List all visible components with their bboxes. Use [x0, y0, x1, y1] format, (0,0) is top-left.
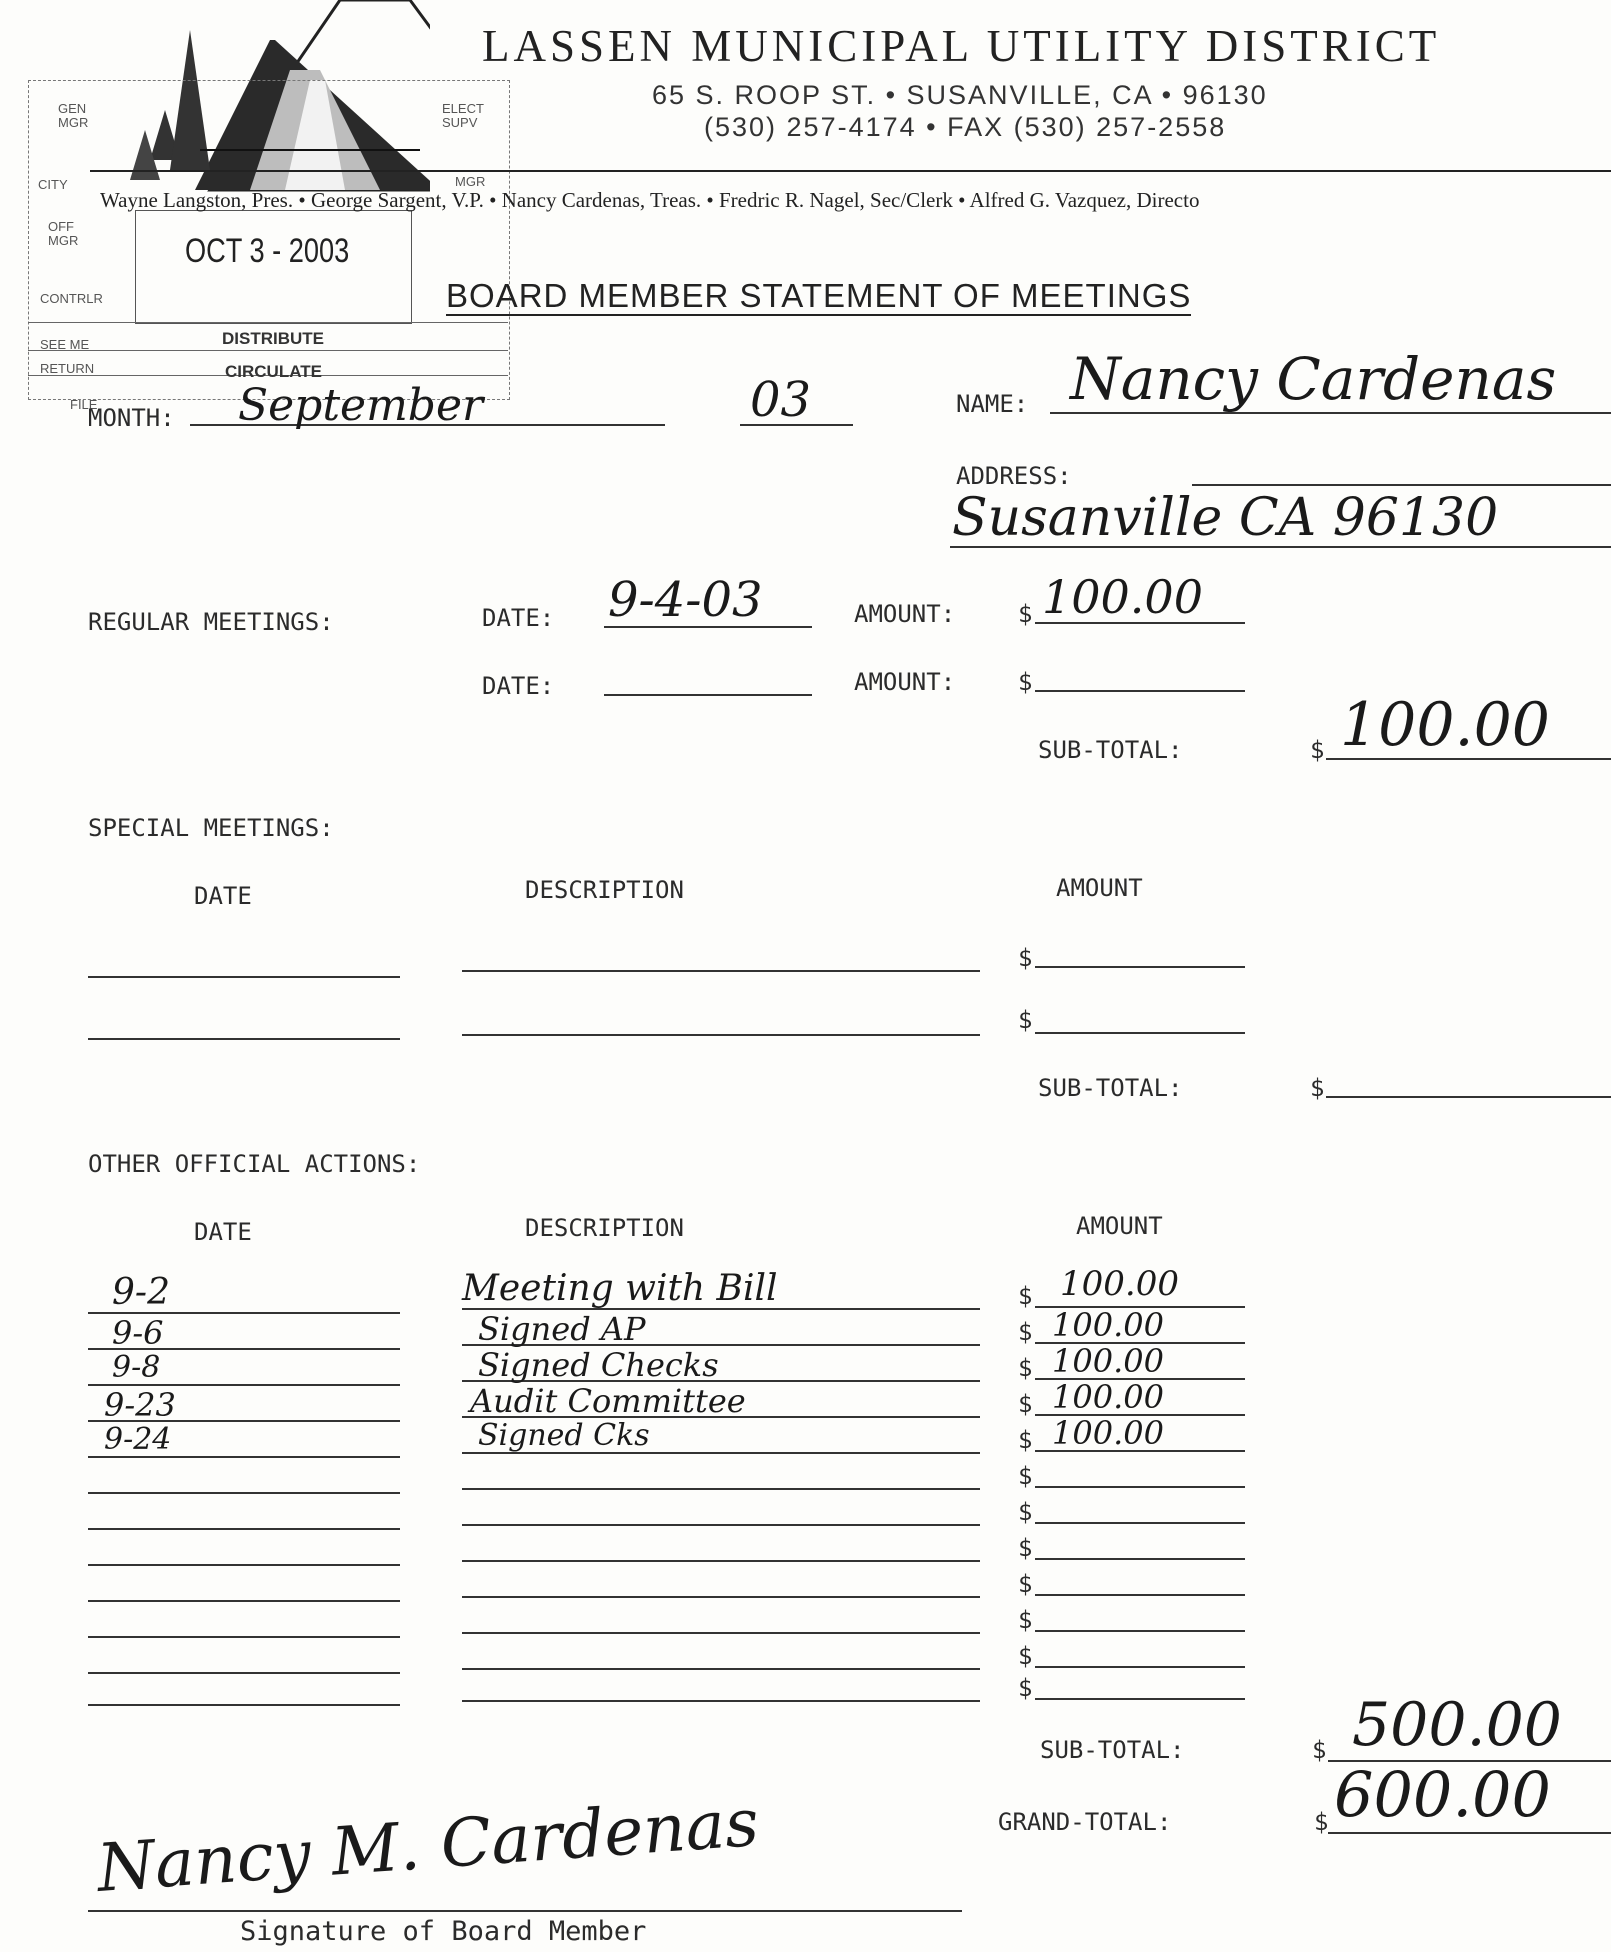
other-col-description: DESCRIPTION	[525, 1214, 684, 1242]
other-amount-line	[1035, 1698, 1245, 1700]
special-subtotal-line	[1326, 1096, 1611, 1098]
other-dollar: $	[1018, 1642, 1033, 1670]
stamp-cell-off-mgr: OFF MGR	[48, 219, 79, 248]
other-row-amount[interactable]: 100.00	[1052, 1378, 1164, 1416]
special-amount-line-1	[1035, 966, 1245, 968]
stamp-cell-return: RETURN	[40, 361, 95, 376]
table-row	[462, 1488, 980, 1490]
other-amount-line	[1035, 1486, 1245, 1488]
other-row-description[interactable]: Signed Checks	[478, 1346, 719, 1384]
table-row	[462, 1560, 980, 1562]
regular-amount-label-2: AMOUNT:	[854, 668, 956, 696]
table-row	[88, 1672, 400, 1674]
regular-subtotal-value[interactable]: 100.00	[1340, 690, 1550, 760]
stamp-cell-mgr: MGR	[455, 174, 486, 189]
org-phone: (530) 257-4174 • FAX (530) 257-2558	[704, 112, 1227, 142]
table-row	[462, 1700, 980, 1702]
other-row-date[interactable]: 9-8	[112, 1350, 161, 1385]
stamp-cell-file: FILE	[70, 397, 98, 412]
regular-dollar-1: $	[1018, 600, 1033, 628]
other-col-date: DATE	[194, 1218, 252, 1246]
regular-subtotal-label: SUB-TOTAL:	[1038, 736, 1183, 764]
other-row-date[interactable]: 9-6	[112, 1314, 164, 1352]
stamp-cell-contrlr: CONTRLR	[40, 291, 103, 306]
grand-total-dollar: $	[1314, 1808, 1329, 1836]
header-rule	[90, 170, 1611, 172]
address-value[interactable]: Susanville CA 96130	[952, 488, 1499, 548]
org-name: LASSEN MUNICIPAL UTILITY DISTRICT	[482, 21, 1441, 71]
special-desc-line-2	[462, 1034, 980, 1036]
other-dollar: $	[1018, 1570, 1033, 1598]
other-dollar: $	[1018, 1282, 1033, 1310]
other-actions-label: OTHER OFFICIAL ACTIONS:	[88, 1150, 421, 1178]
received-date-stamp: OCT 3 - 2003	[185, 232, 350, 270]
grand-total-value[interactable]: 600.00	[1334, 1758, 1551, 1831]
table-row	[88, 1528, 400, 1530]
special-amount-line-2	[1035, 1032, 1245, 1034]
table-row	[462, 1524, 980, 1526]
other-dollar: $	[1018, 1426, 1033, 1454]
stamp-cell-gen-mgr: GEN MGR	[58, 101, 89, 130]
special-meetings-label: SPECIAL MEETINGS:	[88, 814, 334, 842]
signature-line	[88, 1910, 962, 1912]
signature-label: Signature of Board Member	[240, 1916, 647, 1947]
table-row	[88, 1564, 400, 1566]
regular-dollar-2: $	[1018, 668, 1033, 696]
table-row	[462, 1668, 980, 1670]
name-label: NAME:	[956, 390, 1029, 418]
other-dollar: $	[1018, 1318, 1033, 1346]
other-row-date[interactable]: 9-23	[104, 1386, 176, 1424]
grand-total-label: GRAND-TOTAL:	[998, 1808, 1172, 1836]
board-members-line: Wayne Langston, Pres. • George Sargent, V.P. • Nancy Cardenas, Treas. • Fredric R. Nagel, Sec/Clerk • Alfred G. Vazquez, Directo	[100, 188, 1200, 212]
org-address: 65 S. ROOP ST. • SUSANVILLE, CA • 96130	[652, 80, 1268, 110]
other-dollar: $	[1018, 1606, 1033, 1634]
table-row	[462, 1632, 980, 1634]
other-dollar: $	[1018, 1390, 1033, 1418]
special-desc-line-1	[462, 970, 980, 972]
other-row-description[interactable]: Audit Committee	[470, 1382, 746, 1420]
month-value[interactable]: September	[238, 380, 484, 431]
regular-date-label-2: DATE:	[482, 672, 555, 700]
other-row-amount[interactable]: 100.00	[1052, 1414, 1164, 1452]
regular-date-label-1: DATE:	[482, 604, 555, 632]
other-row-description[interactable]: Signed Cks	[478, 1418, 650, 1453]
regular-amount-label-1: AMOUNT:	[854, 600, 956, 628]
regular-date-line-2	[604, 694, 812, 696]
other-subtotal-dollar: $	[1312, 1736, 1327, 1764]
special-col-date: DATE	[194, 882, 252, 910]
stamp-cell-elect-supv: ELECT SUPV	[442, 101, 484, 130]
other-row-date[interactable]: 9-2	[112, 1272, 170, 1313]
regular-meetings-label: REGULAR MEETINGS:	[88, 608, 334, 636]
other-row-amount[interactable]: 100.00	[1052, 1306, 1164, 1344]
stamp-cell-city: CITY	[38, 177, 68, 192]
grand-total-line	[1328, 1832, 1611, 1834]
other-row-amount[interactable]: 100.00	[1060, 1264, 1179, 1304]
table-row	[88, 1636, 400, 1638]
other-dollar: $	[1018, 1354, 1033, 1382]
other-amount-line	[1035, 1522, 1245, 1524]
stamp-circulate: CIRCULATE	[225, 362, 322, 381]
special-col-description: DESCRIPTION	[525, 876, 684, 904]
table-row	[88, 1492, 400, 1494]
name-value[interactable]: Nancy Cardenas	[1070, 345, 1557, 413]
special-subtotal-dollar: $	[1310, 1074, 1325, 1102]
other-subtotal-value[interactable]: 500.00	[1352, 1690, 1562, 1760]
other-dollar: $	[1018, 1462, 1033, 1490]
other-amount-line	[1035, 1666, 1245, 1668]
year-value[interactable]: 03	[750, 372, 812, 428]
special-col-amount: AMOUNT	[1056, 874, 1143, 902]
other-row-description[interactable]: Meeting with Bill	[462, 1268, 778, 1309]
other-subtotal-label: SUB-TOTAL:	[1040, 1736, 1185, 1764]
regular-amount-line-2	[1035, 690, 1245, 692]
special-dollar-1: $	[1018, 944, 1033, 972]
form-title: BOARD MEMBER STATEMENT OF MEETINGS	[446, 277, 1192, 314]
table-row	[88, 1704, 400, 1706]
regular-date-value-1[interactable]: 9-4-03	[608, 572, 763, 628]
regular-subtotal-dollar: $	[1310, 736, 1325, 764]
other-dollar: $	[1018, 1534, 1033, 1562]
other-amount-line	[1035, 1594, 1245, 1596]
other-col-amount: AMOUNT	[1076, 1212, 1163, 1240]
address-line-1	[1192, 484, 1611, 486]
other-row-amount[interactable]: 100.00	[1052, 1342, 1164, 1380]
stamp-distribute: DISTRIBUTE	[222, 329, 324, 348]
other-dollar: $	[1018, 1674, 1033, 1702]
address-label: ADDRESS:	[956, 462, 1072, 490]
month-label: MONTH:	[88, 404, 175, 432]
other-amount-line	[1035, 1630, 1245, 1632]
other-row-description[interactable]: Signed AP	[478, 1310, 646, 1348]
board-member-signature[interactable]: Nancy M. Cardenas	[94, 1783, 762, 1907]
table-row	[462, 1596, 980, 1598]
special-subtotal-label: SUB-TOTAL:	[1038, 1074, 1183, 1102]
stamp-cell-see-me: SEE ME	[40, 337, 90, 352]
other-row-date[interactable]: 9-24	[104, 1422, 172, 1457]
special-date-line-2	[88, 1038, 400, 1040]
table-row	[88, 1600, 400, 1602]
other-amount-line	[1035, 1558, 1245, 1560]
regular-amount-value-1[interactable]: 100.00	[1042, 570, 1203, 624]
special-dollar-2: $	[1018, 1006, 1033, 1034]
other-dollar: $	[1018, 1498, 1033, 1526]
special-date-line-1	[88, 976, 400, 978]
